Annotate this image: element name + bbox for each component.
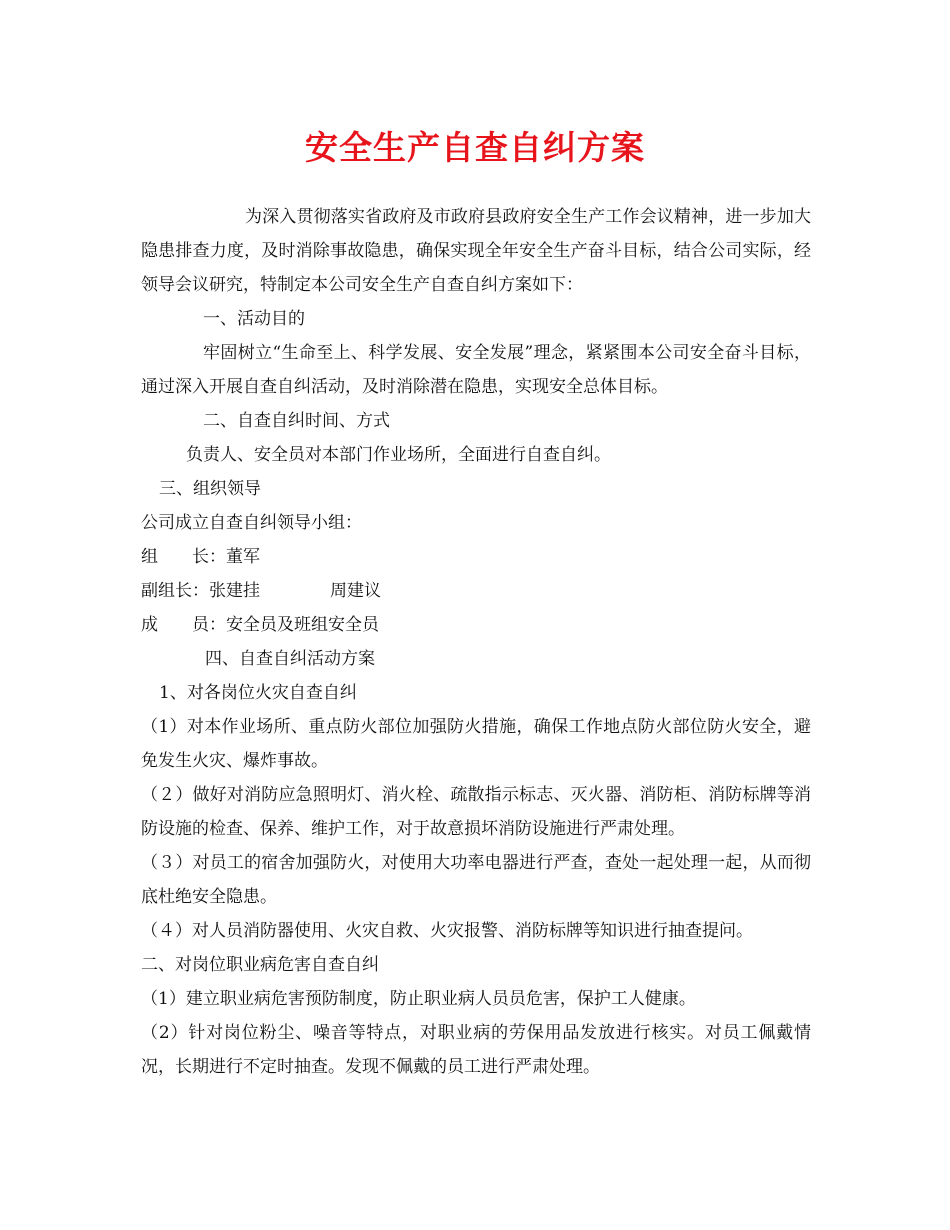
- section3-heading: 三、组织领导: [159, 479, 261, 499]
- document-body: [141, 200, 811, 1084]
- section1-heading: 一、活动目的: [203, 309, 305, 329]
- section1-paragraph: 牢固树立“生命至上、科学发展、安全发展”理念，紧紧围本公司安全奋斗目标，通过深入开展自查自纠活动，及时消除潜在隐患，实现安全总体目标。: [141, 343, 811, 397]
- section4-heading: 四、自查自纠活动方案: [205, 649, 375, 669]
- occupational-check-heading: 二、对岗位职业病危害自查自纠: [141, 955, 379, 975]
- occupational-check-item: （1）建立职业病危害预防制度，防止职业病人员员危害，保护工人健康。: [141, 989, 696, 1009]
- deputy-name-1: 张建挂: [209, 581, 260, 601]
- document-title: 安全生产自查自纠方案: [305, 128, 645, 167]
- deputy-label: 副组长：: [141, 581, 209, 601]
- section3-paragraph: 公司成立自查自纠领导小组：: [141, 513, 362, 533]
- occupational-check-item: （2）针对岗位粉尘、噪音等特点，对职业病的劳保用品发放进行核实。对员工佩戴情况，长期进行不定时抽查。发现不佩戴的员工进行严肃处理。: [141, 1023, 811, 1077]
- section2-paragraph: 负责人、安全员对本部门作业场所，全面进行自查自纠。: [186, 445, 611, 465]
- leader-label: 组 长：: [141, 547, 226, 567]
- members-label: 成 员：: [141, 615, 226, 635]
- fire-check-item: （４）对人员消防器使用、火灾自救、火灾报警、消防标牌等知识进行抽查提问。: [141, 921, 753, 941]
- deputy-name-2: 周建议: [330, 581, 381, 601]
- members-value: 安全员及班组安全员: [226, 615, 379, 635]
- fire-check-item: （1）对本作业场所、重点防火部位加强防火措施，确保工作地点防火部位防火安全，避免发生火灾、爆炸事故。: [141, 717, 811, 771]
- intro-paragraph: 为深入贯彻落实省政府及市政府县政府安全生产工作会议精神，进一步加大隐患排查力度，及时消除事故隐患，确保实现全年安全生产奋斗目标，结合公司实际，经领导会议研究，特制定本公司安全生产自查自纠方案如下：: [141, 207, 811, 295]
- section2-heading: 二、自查自纠时间、方式: [203, 411, 390, 431]
- leader-line: [141, 540, 811, 574]
- leader-name: 董军: [226, 547, 260, 567]
- fire-check-heading: 1、对各岗位火灾自查自纠: [159, 683, 357, 703]
- fire-check-item: （２）做好对消防应急照明灯、消火栓、疏散指示标志、灭火器、消防柜、消防标牌等消防设施的检查、保养、维护工作，对于故意损坏消防设施进行严肃处理。: [141, 785, 811, 839]
- deputy-line: [141, 574, 811, 608]
- fire-check-item: （３）对员工的宿舍加强防火，对使用大功率电器进行严查，查处一起处理一起，从而彻底杜绝安全隐患。: [141, 853, 811, 907]
- members-line: [141, 608, 811, 642]
